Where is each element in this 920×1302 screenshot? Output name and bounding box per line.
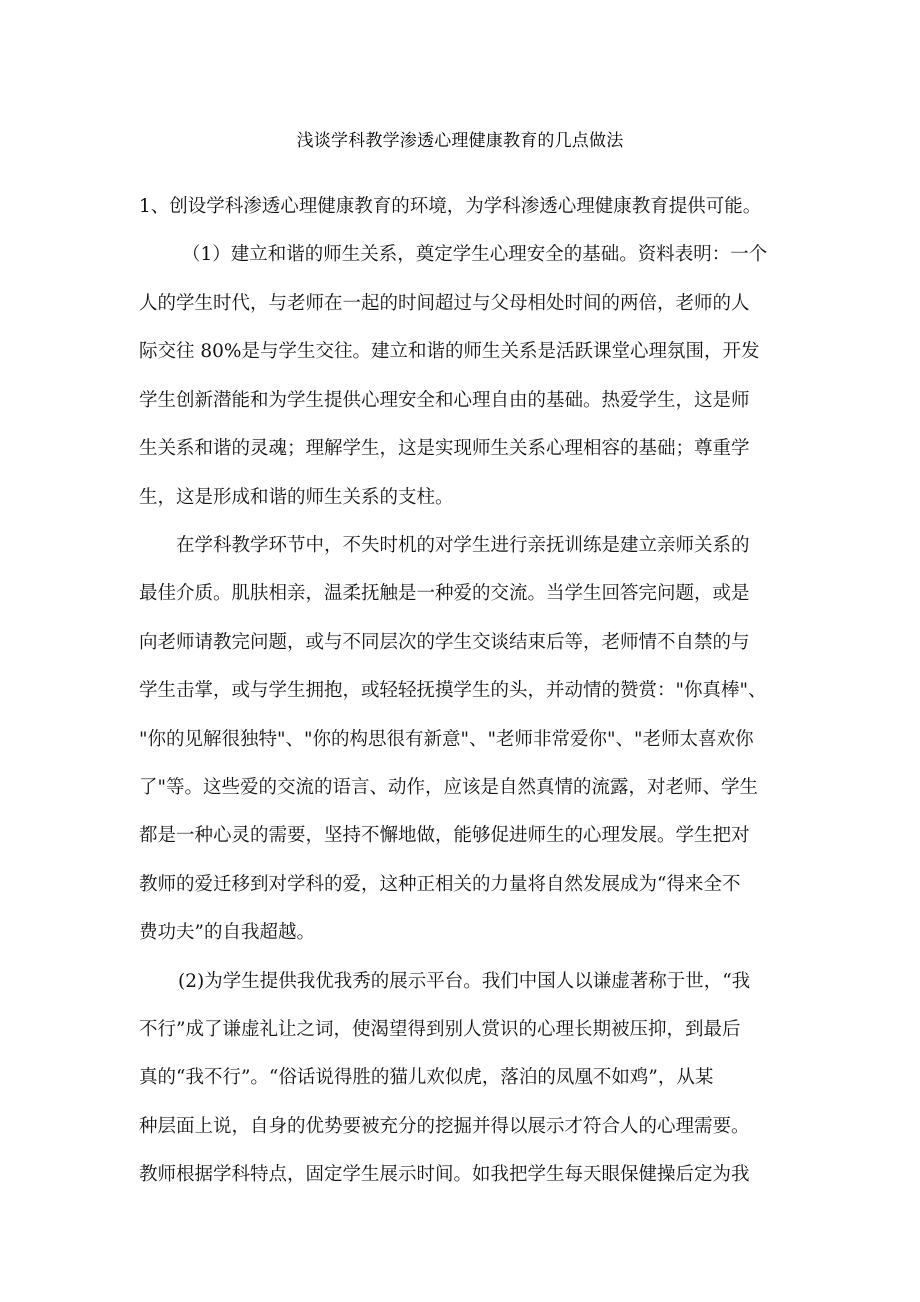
paragraph-line: 生，这是形成和谐的师生关系的支柱。	[139, 487, 454, 508]
paragraph-line: "你的见解很独特"、"你的构思很有新意"、"老师非常爱你"、"老师太喜欢你	[139, 729, 754, 750]
paragraph-line: 真的“我不行”。“俗话说得胜的猫儿欢似虎，落泊的凤凰不如鸡”，从某	[139, 1067, 714, 1088]
paragraph-line: 了"等。这些爱的交流的语言、动作，应该是自然真情的流露，对老师、学生	[139, 777, 759, 798]
document-title: 浅谈学科教学渗透心理健康教育的几点做法	[296, 131, 624, 151]
paragraph-line: 不行”成了谦虚礼让之词，使渴望得到别人赏识的心理长期被压抑，到最后	[139, 1019, 741, 1040]
paragraph-line: 都是一种心灵的需要，坚持不懈地做，能够促进师生的心理发展。学生把对	[139, 825, 750, 846]
paragraph-line: 学生击掌，或与学生拥抱，或轻轻抚摸学生的头，并动情的赞赏："你真棒"、	[139, 680, 767, 701]
paragraph-line: 学生创新潜能和为学生提供心理安全和心理自由的基础。热爱学生，这是师	[139, 390, 750, 411]
heading-1: 1、创设学科渗透心理健康教育的环境，为学科渗透心理健康教育提供可能。	[139, 196, 762, 217]
paragraph-line: 种层面上说，自身的优势要被充分的挖掘并得以展示才符合人的心理需要。	[139, 1116, 750, 1137]
paragraph-line: 教师根据学科特点，固定学生展示时间。如我把学生每天眼保健操后定为我	[139, 1164, 750, 1185]
paragraph-line: 际交往 80%是与学生交往。建立和谐的师生关系是活跃课堂心理氛围，开发	[139, 341, 760, 362]
paragraph-line: （1）建立和谐的师生关系，奠定学生心理安全的基础。资料表明：一个	[182, 244, 768, 265]
paragraph-line: 最佳介质。肌肤相亲，温柔抚触是一种爱的交流。当学生回答完问题，或是	[139, 583, 750, 604]
paragraph-line: 在学科教学环节中，不失时机的对学生进行亲抚训练是建立亲师关系的	[176, 535, 750, 556]
paragraph-line: 人的学生时代，与老师在一起的时间超过与父母相处时间的两倍，老师的人	[139, 293, 750, 314]
paragraph-line: 费功夫”的自我超越。	[139, 922, 315, 943]
paragraph-line: 生关系和谐的灵魂；理解学生，这是实现师生关系心理相容的基础；尊重学	[139, 438, 750, 459]
paragraph-line: (2)为学生提供我优我秀的展示平台。我们中国人以谦虚著称于世，“我	[178, 971, 751, 992]
paragraph-line: 教师的爱迁移到对学科的爱，这种正相关的力量将自然发展成为“得来全不	[139, 874, 741, 895]
paragraph-line: 向老师请教完问题，或与不同层次的学生交谈结束后等，老师情不自禁的与	[139, 632, 750, 653]
